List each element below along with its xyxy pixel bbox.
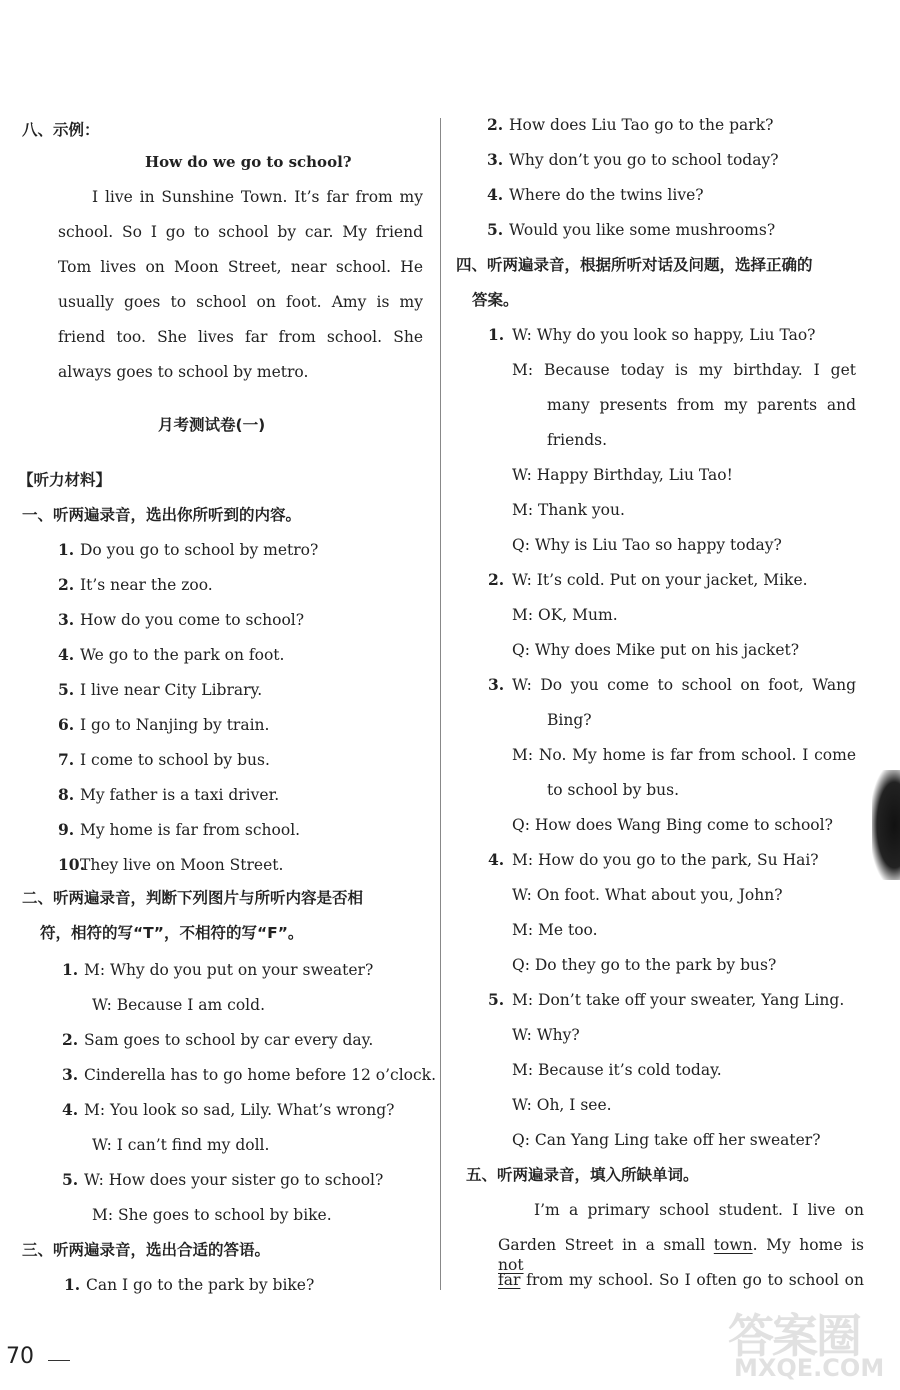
answer-not: not [498, 1256, 524, 1274]
dialogue-text: M: Don’t take off your sweater, Yang Ling. [512, 991, 845, 1009]
dialogue-line [512, 745, 856, 765]
dialogue-text: M: No. My home is far from school. I come [512, 746, 856, 764]
section-8-heading: 八、示例： [22, 121, 100, 139]
dialogue-line [512, 605, 618, 625]
essay-line: always goes to school by metro. [58, 363, 309, 381]
item-text: W: How does your sister go to school? [84, 1171, 384, 1189]
part-5-line-2 [498, 1235, 864, 1275]
dialogue-text: M: Thank you. [512, 501, 625, 519]
item-number: 2. [58, 575, 75, 594]
list-item [58, 610, 304, 630]
list-item [62, 995, 265, 1015]
dialogue-line [512, 360, 856, 380]
list-item [64, 1275, 314, 1295]
binding-shadow [872, 770, 900, 880]
item-number: 5. [62, 1170, 79, 1189]
item-text: How does Liu Tao go to the park? [509, 116, 774, 134]
dialogue-text: Q: Why is Liu Tao so happy today? [512, 536, 782, 554]
part-4-heading-line-1: 四、听两遍录音，根据所听对话及问题，选择正确的 [456, 256, 813, 274]
dialogue-text: W: It’s cold. Put on your jacket, Mike. [512, 571, 808, 589]
item-number: 2. [488, 570, 505, 589]
item-number: 4. [58, 645, 75, 664]
dialogue-line [512, 640, 799, 660]
watermark-text: 答案圈 [728, 1309, 860, 1363]
item-number: 7. [58, 750, 75, 769]
item-number: 1. [62, 960, 79, 979]
dialogue-line [512, 885, 783, 905]
dialogue-line [512, 1025, 580, 1045]
item-number: 2. [487, 115, 504, 134]
dialogue-text: many presents from my parents and [547, 396, 856, 414]
part-4-heading-line-2: 答案。 [472, 291, 519, 309]
item-text: Would you like some mushrooms? [509, 221, 776, 239]
essay-line: friend too. She lives far from school. She [58, 328, 423, 346]
column-divider [440, 118, 441, 1290]
dialogue-text: M: Because today is my birthday. I get [512, 361, 856, 379]
item-number: 1. [64, 1275, 81, 1294]
essay-title: How do we go to school? [145, 153, 352, 171]
dialogue-line [512, 1130, 821, 1150]
list-item [58, 540, 318, 560]
dialogue-line [512, 465, 733, 485]
item-text: I live near City Library. [80, 681, 263, 699]
dialogue-line [547, 430, 607, 450]
dialogue-line [488, 850, 819, 870]
part-5-line-3 [498, 1270, 864, 1290]
dialogue-text: W: Why do you look so happy, Liu Tao? [512, 326, 816, 344]
part-5-line-1: I’m a primary school student. I live on [534, 1201, 864, 1219]
dialogue-text: W: Why? [512, 1026, 580, 1044]
list-item [62, 1100, 394, 1120]
item-number: 9. [58, 820, 75, 839]
dialogue-text: M: Me too. [512, 921, 598, 939]
list-item [62, 1205, 332, 1225]
dialogue-text: Q: Why does Mike put on his jacket? [512, 641, 800, 659]
list-item [487, 185, 704, 205]
item-number: 6. [58, 715, 75, 734]
item-number: 3. [487, 150, 504, 169]
item-text: We go to the park on foot. [80, 646, 285, 664]
dialogue-line [488, 990, 844, 1010]
list-item [487, 220, 775, 240]
item-text: W: I can’t find my doll. [92, 1136, 270, 1154]
item-text: Why don’t you go to school today? [509, 151, 779, 169]
dialogue-line [512, 955, 776, 975]
dialogue-line [547, 780, 679, 800]
dialogue-text: to school by bus. [547, 781, 680, 799]
dialogue-line [512, 1095, 612, 1115]
dialogue-line [512, 815, 833, 835]
essay-line: usually goes to school on foot. Amy is my [58, 293, 423, 311]
list-item [62, 1135, 269, 1155]
item-text: Cinderella has to go home before 12 o’clock. [84, 1066, 436, 1084]
dialogue-line [488, 570, 808, 590]
part-5-heading: 五、听两遍录音，填入所缺单词。 [466, 1166, 699, 1184]
item-number: 4. [62, 1100, 79, 1119]
answer-far: far [498, 1271, 521, 1289]
item-text: M: Why do you put on your sweater? [84, 961, 374, 979]
list-item [58, 575, 213, 595]
dialogue-line [512, 535, 782, 555]
item-text: I come to school by bus. [80, 751, 270, 769]
item-number: 3. [58, 610, 75, 629]
list-item [58, 715, 269, 735]
item-number: 5. [58, 680, 75, 699]
dialogue-text: Q: How does Wang Bing come to school? [512, 816, 833, 834]
dialogue-text: Q: Do they go to the park by bus? [512, 956, 777, 974]
item-text: M: You look so sad, Lily. What’s wrong? [84, 1101, 395, 1119]
exam-title: 月考测试卷(一) [158, 416, 266, 434]
item-text: Do you go to school by metro? [80, 541, 319, 559]
part-2-heading-line-1: 二、听两遍录音，判断下列图片与所听内容是否相 [22, 889, 364, 907]
item-number: 5. [487, 220, 504, 239]
item-number: 4. [488, 850, 505, 869]
list-item [58, 855, 283, 875]
dialogue-line [547, 710, 592, 730]
dialogue-text: Bing? [547, 711, 592, 729]
part-5-line-2-text-a: Garden Street in a small [498, 1236, 714, 1254]
page-number-dash [48, 1360, 70, 1361]
list-item [58, 820, 300, 840]
item-number: 3. [488, 675, 505, 694]
list-item [58, 680, 262, 700]
item-text: I go to Nanjing by train. [80, 716, 270, 734]
item-text: How do you come to school? [80, 611, 305, 629]
item-text: W: Because I am cold. [92, 996, 265, 1014]
list-item [62, 1030, 373, 1050]
answer-town: town [713, 1236, 753, 1254]
item-text: They live on Moon Street. [80, 856, 284, 874]
dialogue-text: Q: Can Yang Ling take off her sweater? [512, 1131, 821, 1149]
item-text: My father is a taxi driver. [80, 786, 280, 804]
item-text: Can I go to the park by bike? [86, 1276, 315, 1294]
item-text: It’s near the zoo. [80, 576, 213, 594]
item-number: 1. [58, 540, 75, 559]
dialogue-text: friends. [547, 431, 608, 449]
dialogue-text: W: Oh, I see. [512, 1096, 612, 1114]
item-text: M: She goes to school by bike. [92, 1206, 332, 1224]
dialogue-line [547, 395, 856, 415]
essay-line: Tom lives on Moon Street, near school. He [58, 258, 423, 276]
part-3-heading: 三、听两遍录音，选出合适的答语。 [22, 1241, 271, 1259]
part-5-line-2-text-b: . My home is [752, 1236, 864, 1254]
list-item [58, 785, 279, 805]
list-item [58, 750, 270, 770]
essay-line: I live in Sunshine Town. It’s far from my [92, 188, 423, 206]
item-number: 1. [488, 325, 505, 344]
dialogue-line [512, 920, 598, 940]
item-number: 2. [62, 1030, 79, 1049]
watermark-url: MXQE.COM [734, 1354, 885, 1382]
dialogue-line [512, 1060, 722, 1080]
item-number: 5. [488, 990, 505, 1009]
list-item [62, 1170, 383, 1190]
item-number: 4. [487, 185, 504, 204]
watermark-logo [728, 1300, 898, 1386]
essay-line: school. So I go to school by car. My friend [58, 223, 423, 241]
dialogue-text: W: Happy Birthday, Liu Tao! [512, 466, 733, 484]
dialogue-text: M: OK, Mum. [512, 606, 618, 624]
part-2-heading-line-2: 符，相符的写“T”，不相符的写“F”。 [40, 924, 304, 942]
dialogue-text: W: Do you come to school on foot, Wang [512, 676, 856, 694]
dialogue-text: W: On foot. What about you, John? [512, 886, 783, 904]
dialogue-text: M: Because it’s cold today. [512, 1061, 722, 1079]
item-text: Sam goes to school by car every day. [84, 1031, 374, 1049]
dialogue-line [488, 675, 856, 695]
dialogue-line [512, 500, 625, 520]
list-item [62, 960, 373, 980]
item-number: 8. [58, 785, 75, 804]
item-number: 3. [62, 1065, 79, 1084]
dialogue-line [488, 325, 815, 345]
part-1-heading: 一、听两遍录音，选出你所听到的内容。 [22, 506, 302, 524]
list-item [487, 150, 779, 170]
list-item [62, 1065, 436, 1085]
list-item [58, 645, 284, 665]
item-text: Where do the twins live? [509, 186, 704, 204]
page-number: 70 [6, 1344, 34, 1369]
item-number: 10. [58, 855, 85, 874]
item-text: My home is far from school. [80, 821, 301, 839]
listening-material-label: 【听力材料】 [18, 471, 112, 489]
dialogue-text: M: How do you go to the park, Su Hai? [512, 851, 819, 869]
list-item [487, 115, 773, 135]
part-5-line-3-text: from my school. So I often go to school on [520, 1271, 864, 1289]
